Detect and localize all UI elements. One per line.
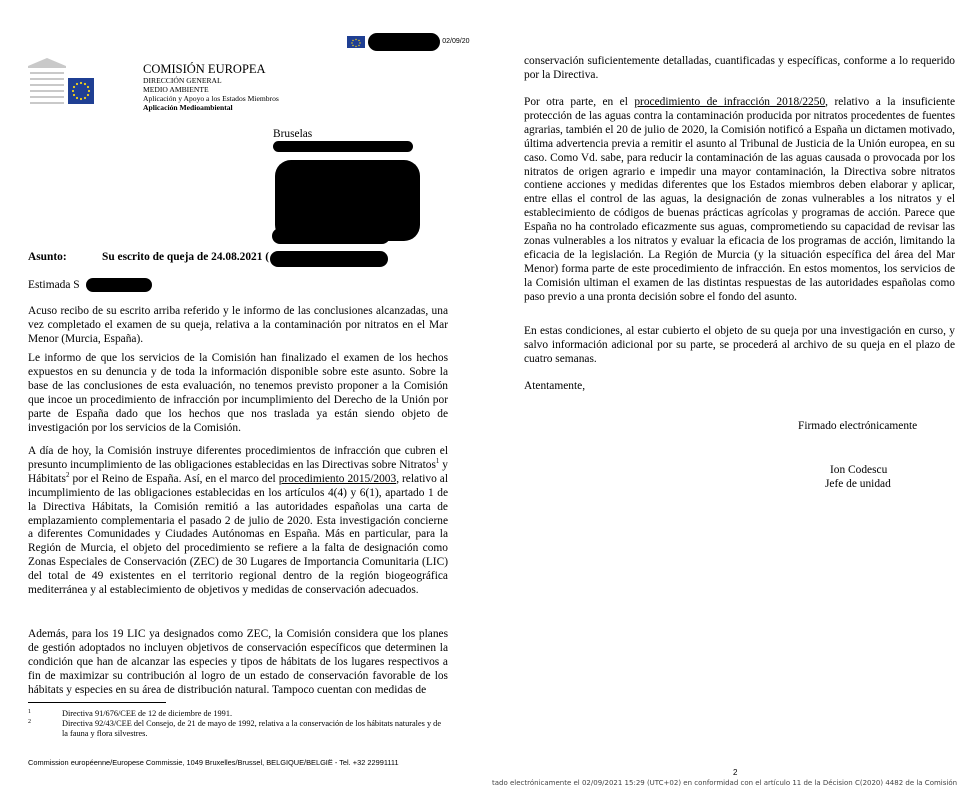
redaction-reference (368, 33, 440, 51)
right-paragraph-3: En estas condiciones, al estar cubierto el objeto de su queja por una investigación en curso, y salvo información adicional por su parte, se procederá al archivo de su queja en el plazo de cuatro semanas. (524, 325, 955, 365)
footnote-ref-1[interactable]: 1 (435, 457, 440, 466)
redaction-name (86, 278, 152, 292)
right-paragraph-1: conservación suficientemente detalladas, cuantificadas y específicas, conforme a lo requerido por la Directiva. (524, 55, 955, 81)
signed-electronically: Firmado electrónicamente (798, 420, 918, 432)
footnote-2-text: Directiva 92/43/CEE del Consejo, de 21 de mayo de 1992, relativa a la conservación de los hábitats naturales y de la fauna y flora silvestres. (62, 719, 442, 738)
closing: Atentamente, (524, 380, 586, 392)
org-name: COMISIÓN EUROPEA (143, 62, 266, 76)
subject-label: Asunto: (28, 251, 67, 263)
footnote-divider (28, 702, 166, 703)
subject-text: Su escrito de queja de 24.08.2021 ( (102, 251, 270, 263)
left-paragraph-4: Además, para los 19 LIC ya designados como ZEC, la Comisión considera que los planes de gestión adoptados no incluyen objetivos de conservación específicos que determinen la condición que han de alcanzar las especies y tipos de hábitats de los lugares respectivos a fin de maximizar su contribución al logro de un estado de conservación favorable de los hábitats y especies en su área de distribución natural. Tampoco cuentan con medidas de (28, 628, 448, 696)
footnote-1-text: Directiva 91/676/CEE de 12 de diciembre de 1991. (62, 709, 233, 718)
redaction-address-3 (272, 228, 390, 244)
e-signature-footer: tado electrónicamente el 02/09/2021 15:29 (UTC+02) en conformidad con el artículo 11 de la Décision C(2020) 4482 de la Comisión (492, 779, 958, 787)
right-paragraph-2: Por otra parte, en el procedimiento de infracción 2018/2250, relativo a la insuficiente protección de las aguas contra la contaminación producida por nitratos procedentes de fuentes agrarias, también el 20 de julio de 2020, la Comisión notificó a España un dictamen motivado, última advertencia previa a remitir el asunto al Tribunal de Justicia de la Unión europea, en su caso. Como Vd. sabe, para reducir la contaminación de las aguas causada o provocada por los nitratos de origen agrario e impedir una mayor contaminación, la Directiva sobre nitratos contiene acciones y medidas diferentes que los Estados miembros deben elaborar y aplicar, entre ellas el control de las aguas, la designación de zonas vulnerables a los nitratos y el establecimiento de códigos de buenas prácticas agrícolas y programas de acción. Parece que España no ha controlado eficazmente sus aguas, comprometiendo su capacidad de revisar las zonas vulnerables a los nitratos y evaluar la eficacia de los programas de acción, limitando la eficacia de la legislación. La Región de Murcia (y la situación específica del área del Mar Menor) forma parte de este procedimiento de infracción. En estos momentos, los servicios de la Comisión ultiman el examen de las distintas respuestas de las autoridades españolas como paso previo a una pronta decisión sobre el fondo del asunto. (524, 96, 955, 303)
ec-logo (28, 56, 94, 110)
left-paragraph-3: A día de hoy, la Comisión instruye diferentes procedimientos de infracción que cubren el presunto incumplimiento de las obligaciones establecidas en las Directivas sobre Nitratos$^1$ y Hábitats$^2$ por el Reino de España. Así, en el marco del procedimiento 2015/2003, relativo al incumplimiento de las obligaciones establecidas en los artículos 4(4) y 6(1), apartado 1 de la Directiva Hábitats, la Comisión remitió a las autoridades españolas una carta de emplazamiento complementaria el pasado 2 de julio de 2020. Esta investigación concierne a diferentes Comunidades y Ciudades Autónomas en España. Más en particular, para la Región de Murcia, el objeto del procedimiento se refiere a la falta de designación como Zonas Especiales de Conservación (ZEC) de 30 Lugares de Importancia Comunitaria (LIC) del total de 49 existentes en el territorio regional dentro de la región biogeográfica mediterránea y al establecimiento de objetivos y medidas de conservación adecuados. (28, 445, 448, 597)
dg-name: MEDIO AMBIENTE (143, 85, 209, 94)
redaction-address-1 (273, 141, 413, 152)
eu-flag-small-icon (347, 36, 365, 48)
procedure-2015-link[interactable]: procedimiento 2015/2003 (278, 472, 397, 485)
procedure-2018-link[interactable]: procedimiento de infracción 2018/2250 (634, 96, 826, 108)
ec-building-icon (28, 56, 66, 110)
footnote-1-num: 1 (28, 709, 31, 715)
reference-date: - 02/09/20 (438, 38, 470, 45)
footnote-ref-2[interactable]: 2 (65, 471, 70, 480)
page-footer: Commission européenne/Europese Commissie, 1049 Bruxelles/Brussel, BELGIQUE/BELGIË - Tel. +32 22991111 (28, 758, 399, 767)
footnote-2-num: 2 (28, 719, 31, 725)
left-paragraph-1: Acuso recibo de su escrito arriba referido y le informo de las conclusiones alcanzadas, una vez completado el examen de su queja, relativa a la contaminación por nitratos en el Mar Menor (Murcia, España). (28, 305, 448, 345)
signer-title: Jefe de unidad (825, 478, 891, 490)
salutation: Estimada S (28, 279, 80, 291)
subunit-name: Aplicación Medioambiental (143, 103, 233, 112)
signer-name: Ion Codescu (830, 464, 888, 476)
left-paragraph-2: Le informo de que los servicios de la Comisión han finalizado el examen de los hechos expuestos en su denuncia y de toda la información disponible sobre este asunto. Sobre la base de las conclusiones de esta evaluación, no tenemos previsto proponer a la Comisión que incoe un procedimiento de infracción por incumplimiento del Derecho de la Unión por parte de España dado que los hechos que nos traslada ya están siendo objeto de investigación por los servicios de la Comisión. (28, 352, 448, 434)
unit-name: Aplicación y Apoyo a los Estados Miembros (143, 94, 279, 103)
page-number: 2 (733, 768, 738, 777)
place-label: Bruselas (273, 128, 313, 140)
eu-flag-icon (68, 78, 94, 104)
redaction-subject (270, 251, 388, 267)
dg-label: DIRECCIÓN GENERAL (143, 76, 222, 85)
